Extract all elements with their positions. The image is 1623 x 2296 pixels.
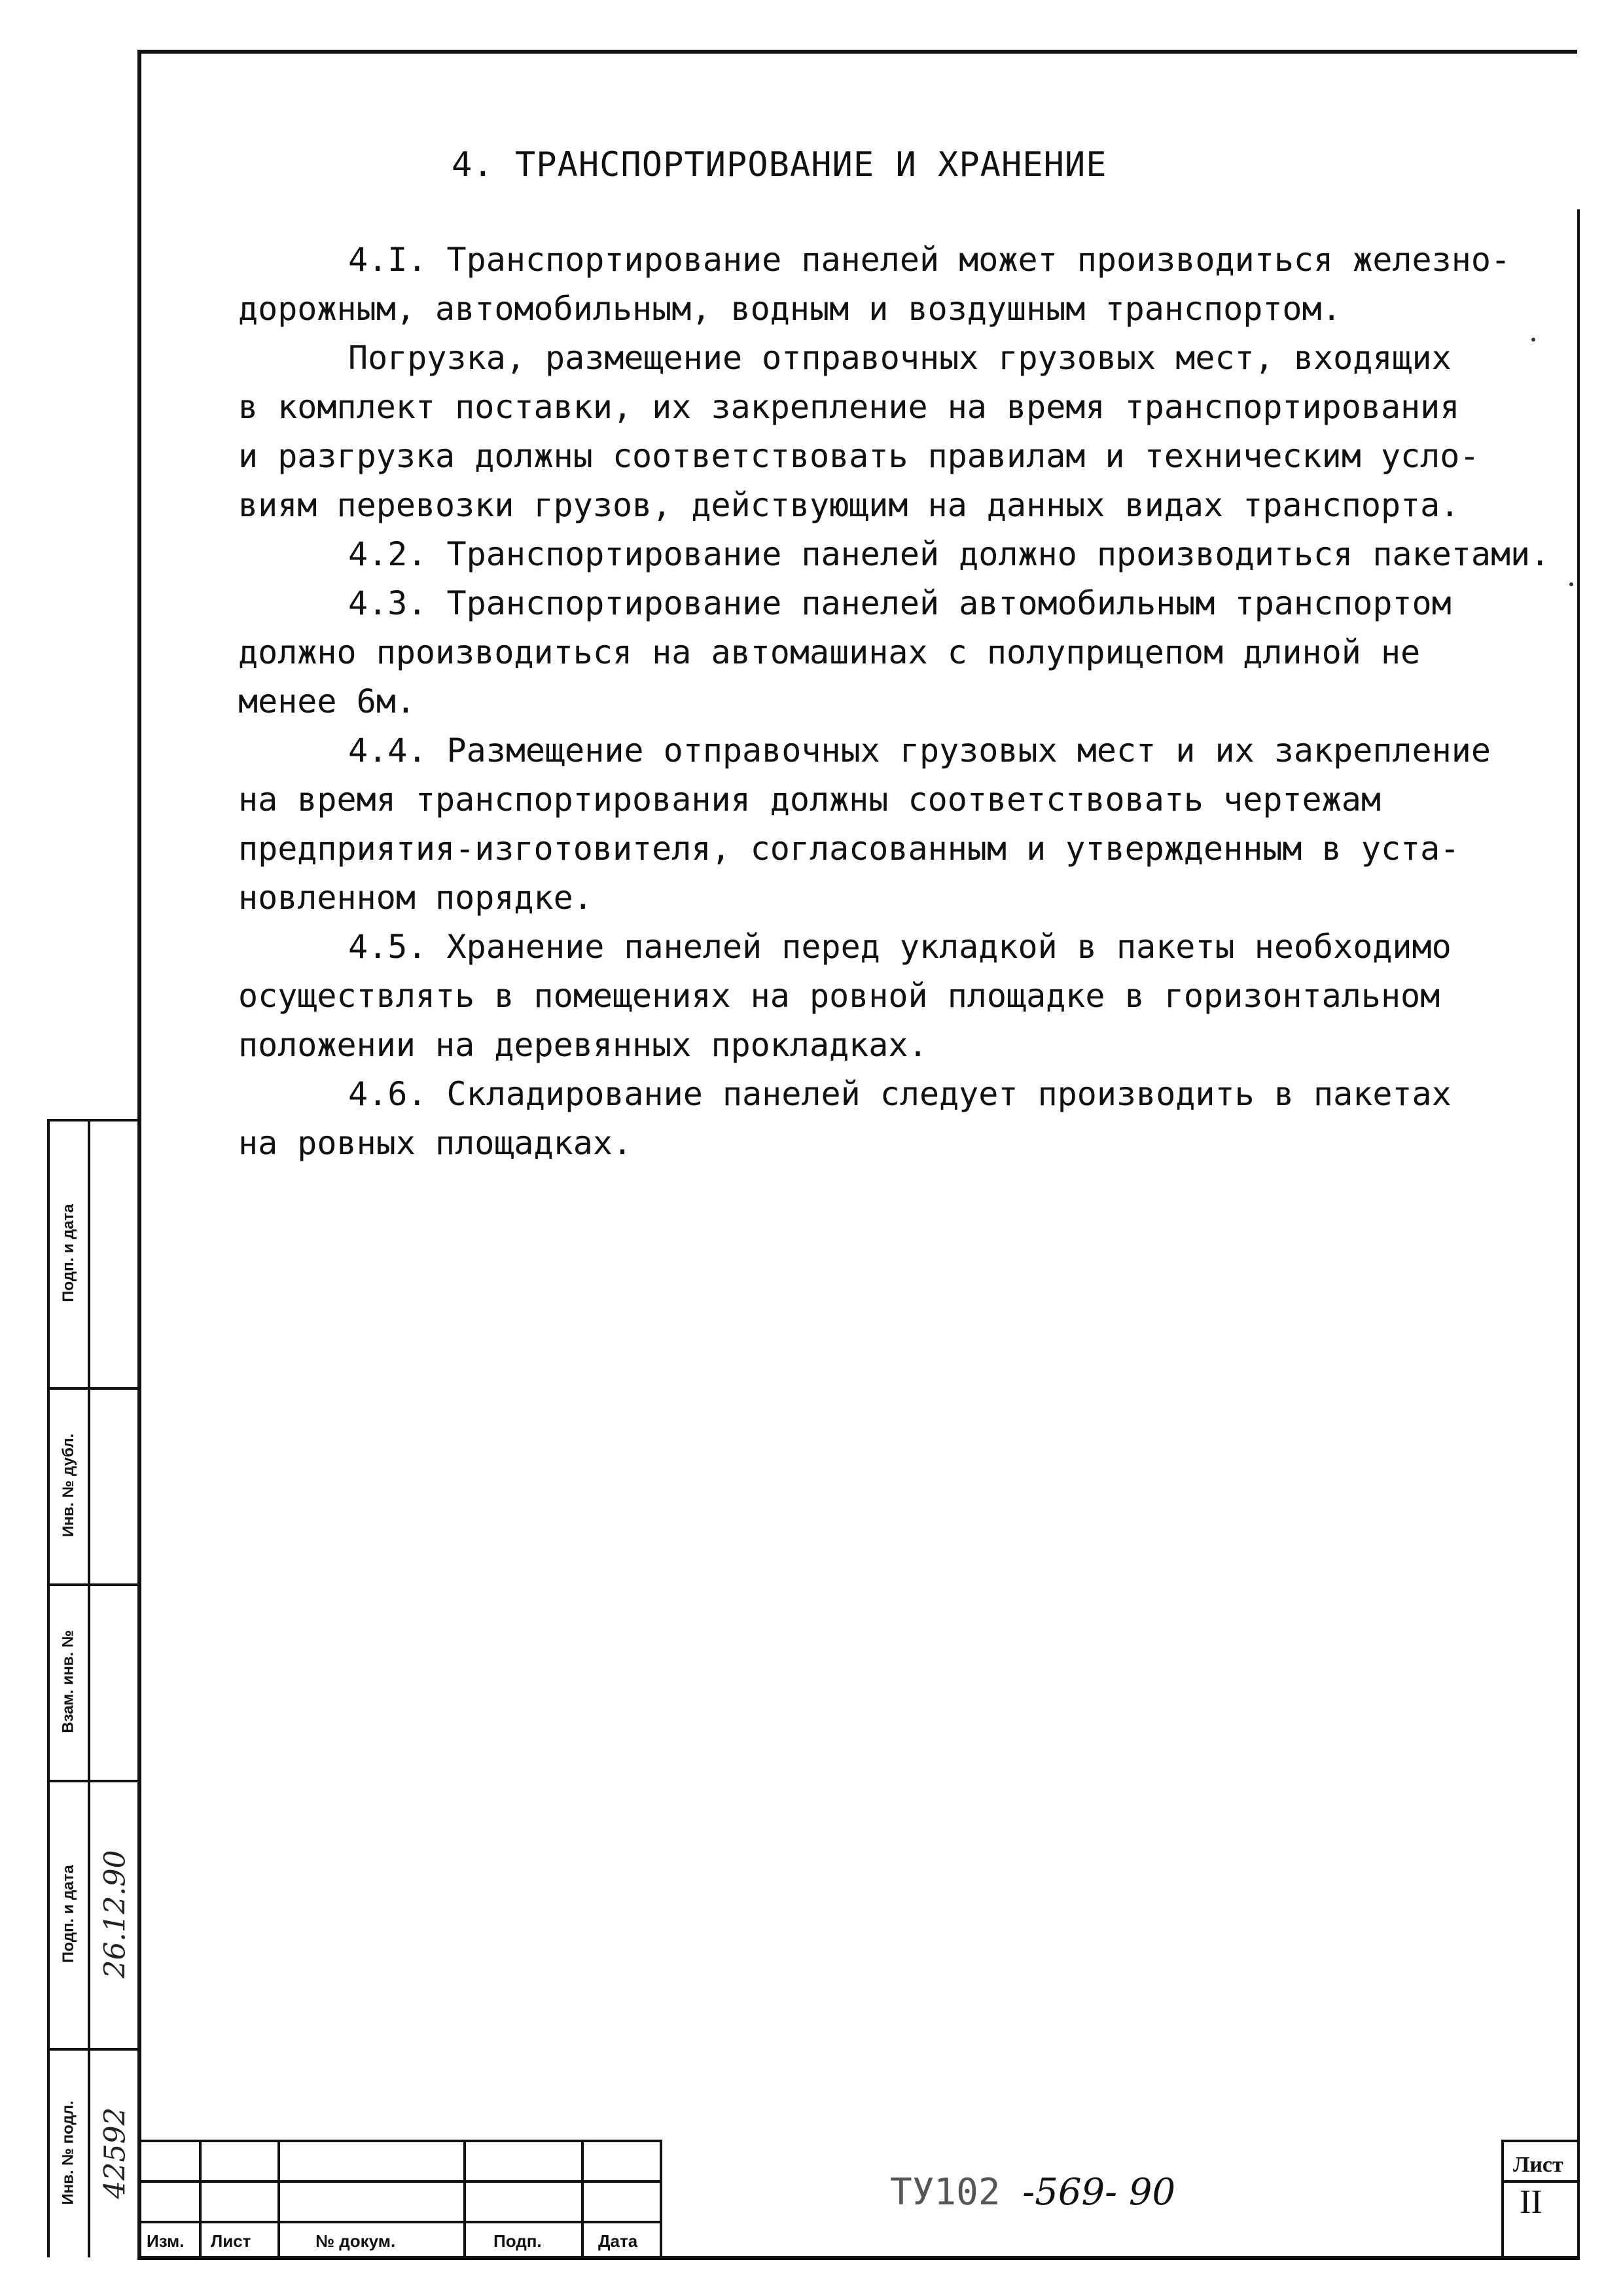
- scan-speck: [1531, 338, 1535, 342]
- title-block-line: [277, 2140, 280, 2260]
- text-line: 4.5. Хранение панелей перед укладкой в пакеты необходимо: [348, 928, 1452, 966]
- text-line: 4.4. Размещение отправочных грузовых мест и их закрепление: [348, 732, 1491, 769]
- stamp-label-podp-data-2: Подп. и дата: [60, 1865, 78, 1963]
- title-block: [137, 2140, 1580, 2260]
- text-line: в комплект поставки, их закрепление на время транспортирования: [238, 388, 1460, 426]
- text-line: новленном порядке.: [238, 879, 593, 917]
- title-block-line: [1501, 2140, 1580, 2142]
- text-line: на время транспортирования должны соответствовать чертежам: [238, 781, 1381, 819]
- label-data: Дата: [598, 2231, 638, 2251]
- text-line: должно производиться на автомашинах с полуприцепом длиной не: [238, 633, 1421, 671]
- section-body: [238, 236, 1580, 1168]
- sheet-label: Лист: [1513, 2153, 1563, 2177]
- title-block-line: [199, 2140, 202, 2260]
- text-line: положении на деревянных прокладках.: [238, 1026, 928, 1064]
- label-podp: Подп.: [493, 2231, 542, 2251]
- label-izm: Изм.: [147, 2231, 185, 2251]
- stamp-label-inv-dubl: Инв. № дубл.: [60, 1433, 77, 1538]
- title-block-line: [463, 2140, 466, 2260]
- text-line: осуществлять в помещениях на ровной площадке в горизонтальном: [238, 977, 1440, 1015]
- stamp-label-vzam-inv: Взам. инв. №: [60, 1630, 78, 1733]
- text-line: Погрузка, размещение отправочных грузовых мест, входящих: [348, 339, 1452, 377]
- title-block-line: [1501, 2140, 1504, 2260]
- text-line: на ровных площадках.: [238, 1124, 633, 1162]
- text-line: дорожным, автомобильным, водным и воздушным транспортом.: [238, 290, 1342, 328]
- text-line: 4.3. Транспортирование панелей автомобильным транспортом: [348, 584, 1452, 622]
- section-title: 4. ТРАНСПОРТИРОВАНИЕ И ХРАНЕНИЕ: [452, 145, 1107, 185]
- label-n-dokum: № докум.: [315, 2231, 396, 2251]
- frame-top-border: [137, 50, 1577, 54]
- scan-speck: [1569, 582, 1573, 586]
- document-code: [890, 2171, 1175, 2214]
- text-line: 4.6. Складирование панелей следует производить в пакетах: [348, 1075, 1452, 1113]
- document-code-number: -569- 90: [1022, 2171, 1176, 2214]
- stamp-label-podp-data: Подп. и дата: [60, 1204, 78, 1302]
- document-code-prefix: ТУ102: [890, 2171, 1001, 2214]
- sheet-number: II: [1520, 2183, 1543, 2221]
- title-block-line: [581, 2140, 584, 2260]
- stamp-label-inv-podl: Инв. № подл.: [60, 2100, 77, 2205]
- text-line: и разгрузка должны соответствовать правилам и техническим усло-: [238, 437, 1480, 475]
- label-list: Лист: [211, 2231, 251, 2251]
- text-line: 4.I. Транспортирование панелей может производиться железно-: [348, 241, 1511, 279]
- handwritten-date: 26.12.90: [98, 1850, 132, 1978]
- text-line: 4.2. Транспортирование панелей должно производиться пакетами.: [348, 535, 1550, 573]
- handwritten-inventory-number: 42592: [98, 2107, 132, 2199]
- text-line: предприятия-изготовителя, согласованным и утвержденным в уста-: [238, 830, 1460, 868]
- side-stamp: [47, 1119, 140, 2257]
- text-line: менее 6м.: [238, 682, 416, 720]
- title-block-line: [660, 2140, 662, 2260]
- text-line: виям перевозки грузов, действующим на данных видах транспорта.: [238, 486, 1460, 524]
